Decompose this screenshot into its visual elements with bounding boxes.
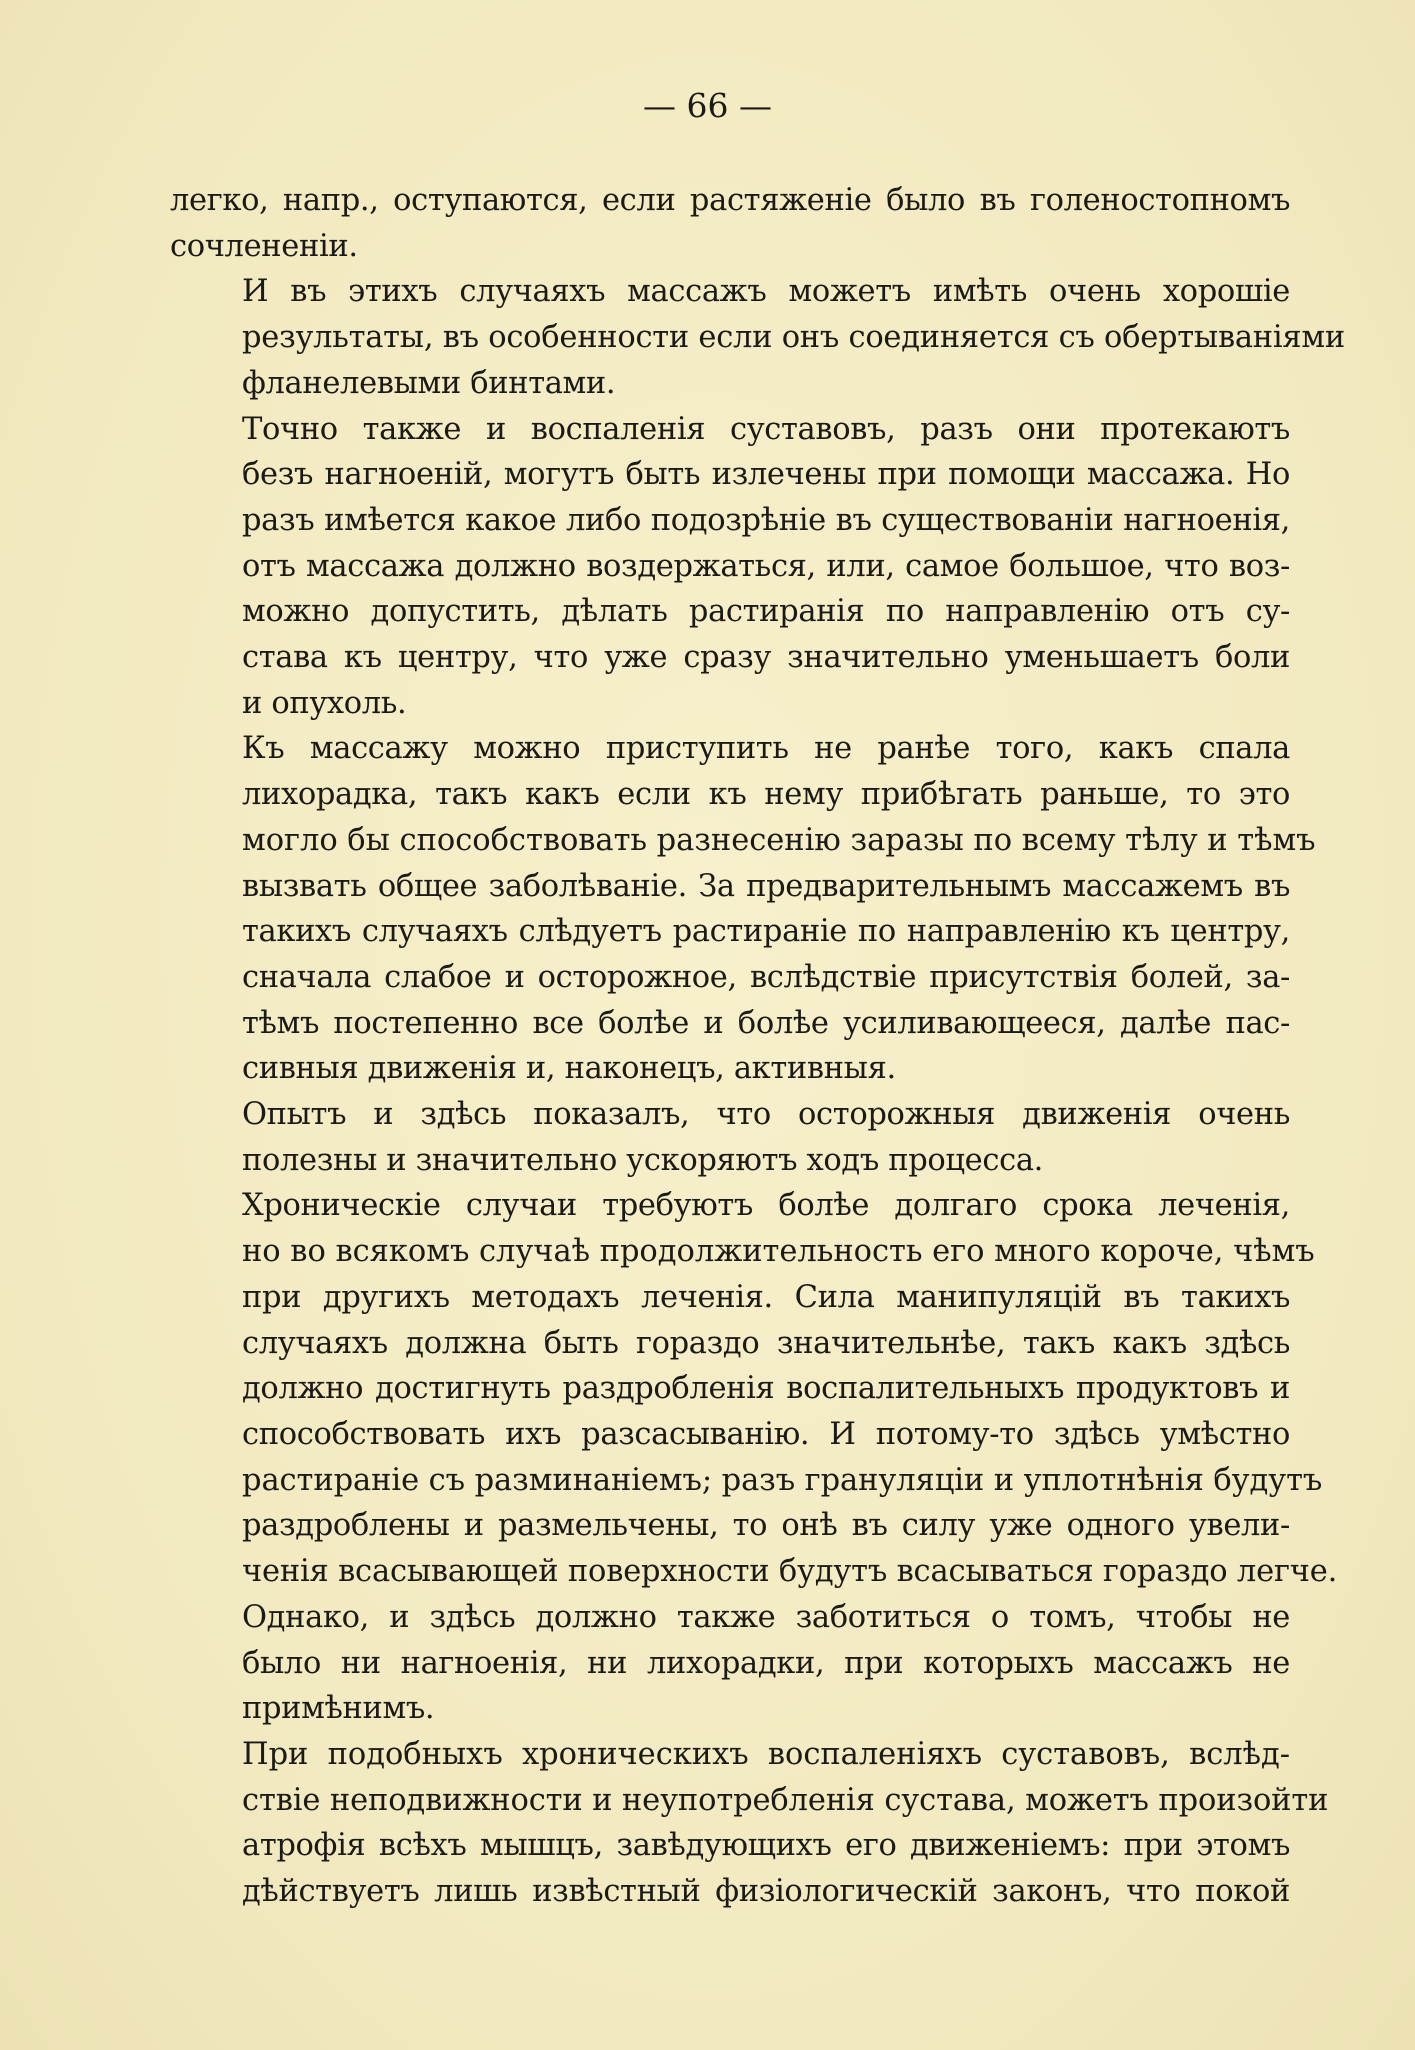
text-line: сначала слабое и осторожное, вслѣдствіе присутствія болей, за- <box>242 959 1290 995</box>
body-text <box>170 178 1345 1915</box>
paragraph <box>170 407 1290 727</box>
text-line: при другихъ методахъ леченія. Сила манипуляцій въ такихъ <box>242 1279 1290 1315</box>
text-line: Опытъ и здѣсь показалъ, что осторожныя движенія очень <box>242 1097 1290 1133</box>
paragraph <box>170 726 1316 1092</box>
text-line: результаты, въ особенности если онъ соединяется съ обертываніями <box>242 320 1345 356</box>
text-line: растираніе съ разминаніемъ; разъ грануляціи и уплотнѣнія будутъ <box>242 1462 1323 1498</box>
text-line: Однако, и здѣсь должно также заботиться о томъ, чтобы не <box>242 1599 1290 1635</box>
text-line: отъ массажа должно воздержаться, или, самое большое, что воз- <box>242 548 1290 584</box>
text-line: такихъ случаяхъ слѣдуетъ растираніе по направленію къ центру, <box>242 914 1290 950</box>
paragraph <box>170 1092 1290 1183</box>
paragraph <box>170 1183 1338 1594</box>
text-line: случаяхъ должна быть гораздо значительнѣе, такъ какъ здѣсь <box>242 1325 1290 1361</box>
text-line: ствіе неподвижности и неупотребленія сустава, можетъ произойти <box>242 1782 1329 1818</box>
text-line: могло бы способствовать разнесенію заразы по всему тѣлу и тѣмъ <box>242 822 1316 858</box>
text-line: фланелевыми бинтами. <box>242 365 616 401</box>
text-line: полезны и значительно ускоряютъ ходъ процесса. <box>242 1142 1044 1178</box>
paragraph <box>170 1732 1329 1915</box>
text-line: вызвать общее заболѣваніе. За предварительнымъ массажемъ въ <box>242 868 1290 904</box>
text-line: безъ нагноеній, могутъ быть излечены при помощи массажа. Но <box>242 457 1290 493</box>
text-line: тѣмъ постепенно все болѣе и болѣе усиливающееся, далѣе пас- <box>242 1005 1290 1041</box>
text-line: раздроблены и размельчены, то онѣ въ силу уже одного увели- <box>242 1508 1290 1544</box>
text-line: разъ имѣется какое либо подозрѣніе въ существованіи нагноенія, <box>242 502 1290 538</box>
text-line: При подобныхъ хроническихъ воспаленіяхъ суставовъ, вслѣд- <box>242 1736 1290 1772</box>
text-line: атрофія всѣхъ мышцъ, завѣдующихъ его движеніемъ: при этомъ <box>242 1828 1290 1864</box>
paragraph <box>170 1595 1290 1732</box>
text-line: става къ центру, что уже сразу значительно уменьшаетъ боли <box>242 640 1290 676</box>
page-number: — 66 — <box>643 86 772 125</box>
text-line: но во всякомъ случаѣ продолжительность его много короче, чѣмъ <box>242 1234 1315 1270</box>
text-line: Точно также и воспаленія суставовъ, разъ они протекаютъ <box>242 411 1290 447</box>
text-line: способствовать ихъ разсасыванію. И потому-то здѣсь умѣстно <box>242 1416 1290 1452</box>
paragraph <box>170 178 1290 269</box>
text-line: можно допустить, дѣлать растиранія по направленію отъ су- <box>242 594 1290 630</box>
text-line: было ни нагноенія, ни лихорадки, при которыхъ массажъ не <box>242 1645 1290 1681</box>
text-line: и опухоль. <box>242 685 407 721</box>
text-line: ченія всасывающей поверхности будутъ всасываться гораздо легче. <box>242 1554 1338 1590</box>
text-line: легко, напр., оступаются, если растяженіе было въ голеностопномъ <box>170 183 1290 218</box>
text-line: Хроническіе случаи требуютъ болѣе долгаго срока леченія, <box>242 1188 1290 1224</box>
text-line: дѣйствуетъ лишь извѣстный физіологическій законъ, что покой <box>242 1874 1290 1910</box>
text-line: И въ этихъ случаяхъ массажъ можетъ имѣть очень хорошіе <box>242 274 1290 310</box>
text-line: примѣнимъ. <box>242 1691 435 1727</box>
text-line: должно достигнуть раздробленія воспалительныхъ продуктовъ и <box>242 1371 1290 1407</box>
text-line: лихорадка, такъ какъ если къ нему прибѣгать раньше, то это <box>242 777 1290 813</box>
text-line: Къ массажу можно приступить не ранѣе того, какъ спала <box>242 731 1290 767</box>
text-line: сивныя движенія и, наконецъ, активныя. <box>242 1051 896 1087</box>
paragraph <box>170 269 1345 406</box>
text-line: сочлененіи. <box>170 228 358 264</box>
